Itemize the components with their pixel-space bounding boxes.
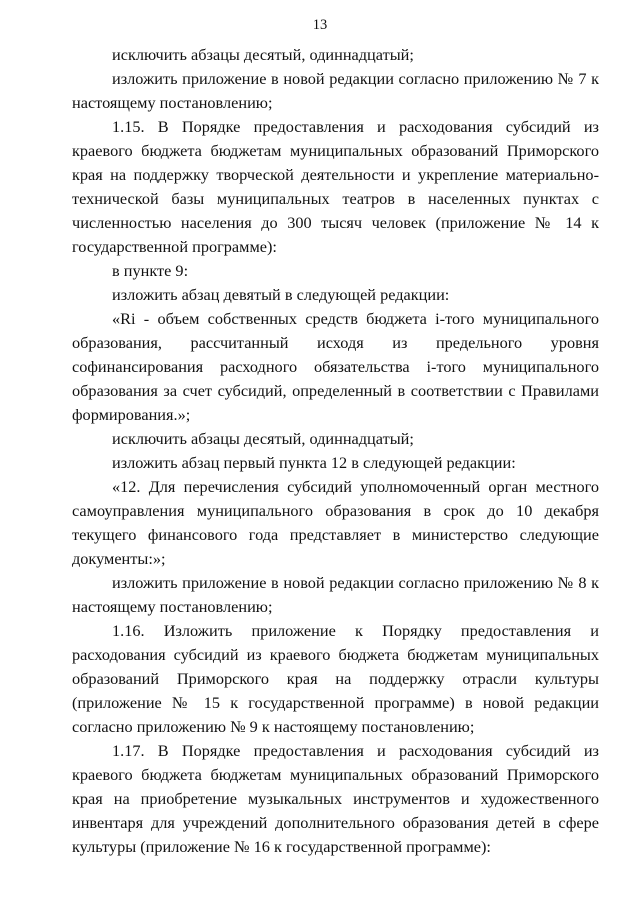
paragraph-11: 1.16. Изложить приложение к Порядку предоставления и расходования субсидий из краевого бюджета бюджетам муниципальных образований Приморского края на поддержку отрасли культуры (приложение № 15 к государственной программе) в новой редакции согласно приложению № 9 к настоящему постановлению;: [72, 621, 599, 736]
paragraph-1: исключить абзацы десятый, одиннадцатый;: [112, 45, 414, 64]
paragraph-7: исключить абзацы десятый, одиннадцатый;: [112, 429, 414, 448]
paragraph-5: изложить абзац девятый в следующей редакции:: [112, 285, 450, 304]
paragraph-3: 1.15. В Порядке предоставления и расходования субсидий из краевого бюджета бюджетам муниципальных образований Приморского края на поддержку творческой деятельности и укрепление материально-технической базы муниципальных театров в населенных пунктах с численностью населения до 300 тысяч человек (приложение № 14 к государственной программе):: [72, 117, 599, 256]
page-number: 13: [312, 17, 328, 33]
paragraph-4: в пункте 9:: [112, 261, 189, 280]
paragraph-2: изложить приложение в новой редакции согласно приложению № 7 к настоящему постановлению;: [72, 69, 599, 112]
paragraph-10: изложить приложение в новой редакции согласно приложению № 8 к настоящему постановлению;: [72, 573, 599, 616]
document-body: [72, 43, 599, 859]
paragraph-9: «12. Для перечисления субсидий уполномоченный орган местного самоуправления муниципального образования в срок до 10 декабря текущего финансового года представляет в министерство следующие документы:»;: [72, 477, 599, 568]
paragraph-12: 1.17. В Порядке предоставления и расходования субсидий из краевого бюджета бюджетам муниципальных образований Приморского края на приобретение музыкальных инструментов и художественного инвентаря для учреждений дополнительного образования детей в сфере культуры (приложение № 16 к государственной программе):: [72, 741, 599, 856]
paragraph-6: «Ri - объем собственных средств бюджета i-того муниципального образования, рассчитанный исходя из предельного уровня софинансирования расходного обязательства i-того муниципального образования за счет субсидий, определенный в соответствии с Правилами формирования.»;: [72, 309, 599, 424]
paragraph-8: изложить абзац первый пункта 12 в следующей редакции:: [112, 453, 516, 472]
